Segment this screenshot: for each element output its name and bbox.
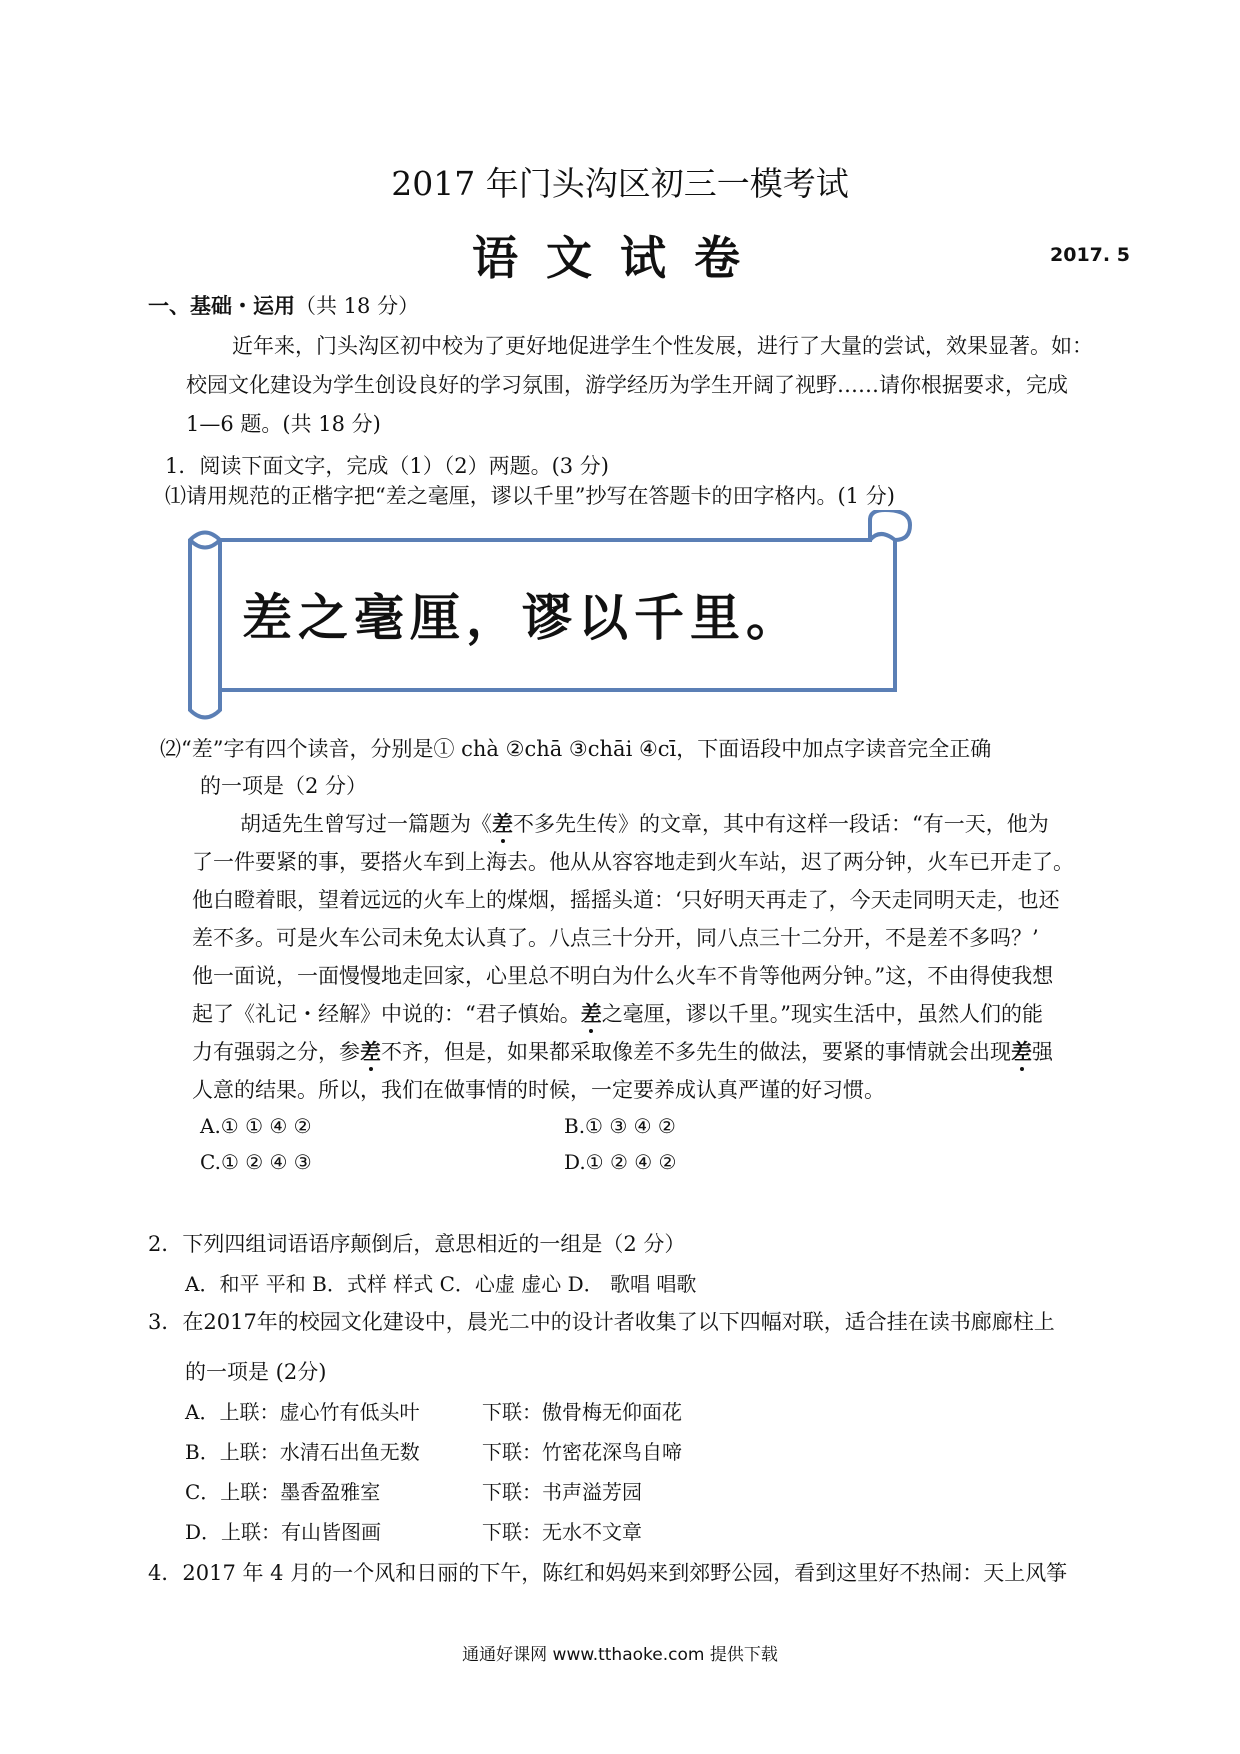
dotted-char: 差: [492, 811, 513, 836]
dotted-char: 差: [580, 1001, 602, 1026]
passage-line-5: 他一面说，一面慢慢地走回家，心里总不明白为什么火车不肯等他两分钟。”这，不由得使我想: [192, 964, 1054, 988]
passage-text: 之毫厘，谬以千里。”现实生活中，虽然人们的能: [601, 1002, 1043, 1026]
section-heading: [148, 290, 419, 320]
section-heading-score: （共 18 分）: [295, 294, 420, 318]
dotted-char: 差: [360, 1039, 381, 1064]
passage-text: 胡适先生曾写过一篇题为《: [240, 812, 492, 836]
q2-stem: 2．下列四组词语语序颠倒后，意思相近的一组是（2 分）: [148, 1232, 686, 1256]
q3-option-c-lower: 下联：书声溢芳园: [482, 1480, 642, 1504]
passage-line-1: [240, 808, 1049, 838]
scroll-banner: [180, 510, 920, 720]
q1-sub2-line1: ⑵“差”字有四个读音，分别是① chà ②chā ③chāi ④cī，下面语段中加点字读音完全正确: [160, 737, 992, 761]
exam-title: 2017 年门头沟区初三一模考试: [391, 164, 849, 203]
passage-text: 起了《礼记・经解》中说的：“君子慎始。: [192, 1002, 581, 1026]
scroll-calligraphy: 差之毫厘，谬以千里。: [242, 588, 802, 647]
q4-stem: 4．2017 年 4 月的一个风和日丽的下午，陈红和妈妈来到郊野公园，看到这里好不热闹：天上风筝: [148, 1561, 1068, 1585]
passage-line-8: 人意的结果。所以，我们在做事情的时候，一定要养成认真严谨的好习惯。: [192, 1078, 885, 1102]
q1-sub2-line2: 的一项是（2 分）: [200, 774, 368, 798]
q1-option-a: A.① ① ④ ②: [200, 1114, 312, 1138]
q3-stem-2: 的一项是 (2分): [185, 1360, 327, 1384]
passage-line-7: [192, 1036, 1053, 1066]
q1-option-d: D.① ② ④ ②: [564, 1150, 677, 1174]
passage-text: 不多先生传》的文章，其中有这样一段话：“有一天，他为: [513, 812, 1049, 836]
q1-option-c: C.① ② ④ ③: [200, 1150, 312, 1174]
exam-date: 2017. 5: [1050, 244, 1130, 266]
intro-line-1: 近年来，门头沟区初中校为了更好地促进学生个性发展，进行了大量的尝试，效果显著。如：: [232, 334, 1093, 358]
intro-line-3: 1—6 题。(共 18 分): [186, 412, 381, 436]
passage-line-3: 他白瞪着眼，望着远远的火车上的煤烟，摇摇头道：‘只好明天再走了，今天走同明天走，也还: [192, 888, 1060, 912]
q3-option-c-upper: C．上联：墨香盈雅室: [185, 1480, 381, 1504]
q1-stem: 1．阅读下面文字，完成（1）（2）两题。(3 分): [165, 454, 610, 478]
passage-text: 力有强弱之分，参: [192, 1040, 360, 1064]
intro-line-2: 校园文化建设为学生创设良好的学习氛围，游学经历为学生开阔了视野……请你根据要求，完成: [186, 373, 1068, 397]
passage-text: 不齐，但是，如果都采取像差不多先生的做法，要紧的事情就会出现: [381, 1040, 1011, 1064]
footer-download-note: 通通好课网 www.tthaoke.com 提供下载: [462, 1645, 778, 1665]
passage-line-4: 差不多。可是火车公司未免太认真了。八点三十分开，同八点三十二分开，不是差不多吗？’: [192, 926, 1039, 950]
q1-sub1: ⑴请用规范的正楷字把“差之毫厘，谬以千里”抄写在答题卡的田字格内。(1 分): [165, 484, 895, 508]
q2-options: A．和平 平和 B．式样 样式 C．心虚 虚心 D． 歌唱 唱歌: [185, 1272, 697, 1296]
paper-subtitle: 语文试卷: [472, 231, 768, 285]
passage-text: 强: [1032, 1040, 1053, 1064]
q3-option-b-upper: B．上联：水清石出鱼无数: [185, 1440, 420, 1464]
q3-option-d-lower: 下联：无水不文章: [482, 1520, 642, 1544]
q3-option-b-lower: 下联：竹密花深鸟自啼: [482, 1440, 682, 1464]
dotted-char: 差: [1011, 1039, 1032, 1064]
q1-option-b: B.① ③ ④ ②: [564, 1114, 676, 1138]
passage-line-6: [192, 998, 1043, 1028]
q3-option-a-upper: A．上联：虚心竹有低头叶: [185, 1400, 420, 1424]
passage-line-2: 了一件要紧的事，要搭火车到上海去。他从从容容地走到火车站，迟了两分钟，火车已开走了。: [192, 850, 1074, 874]
q3-option-d-upper: D．上联：有山皆图画: [185, 1520, 382, 1544]
section-heading-title: 一、基础・运用: [148, 293, 295, 318]
q3-option-a-lower: 下联：傲骨梅无仰面花: [482, 1400, 682, 1424]
q3-stem: 3．在2017年的校园文化建设中，晨光二中的设计者收集了以下四幅对联，适合挂在读书廊廊柱上: [148, 1310, 1055, 1334]
